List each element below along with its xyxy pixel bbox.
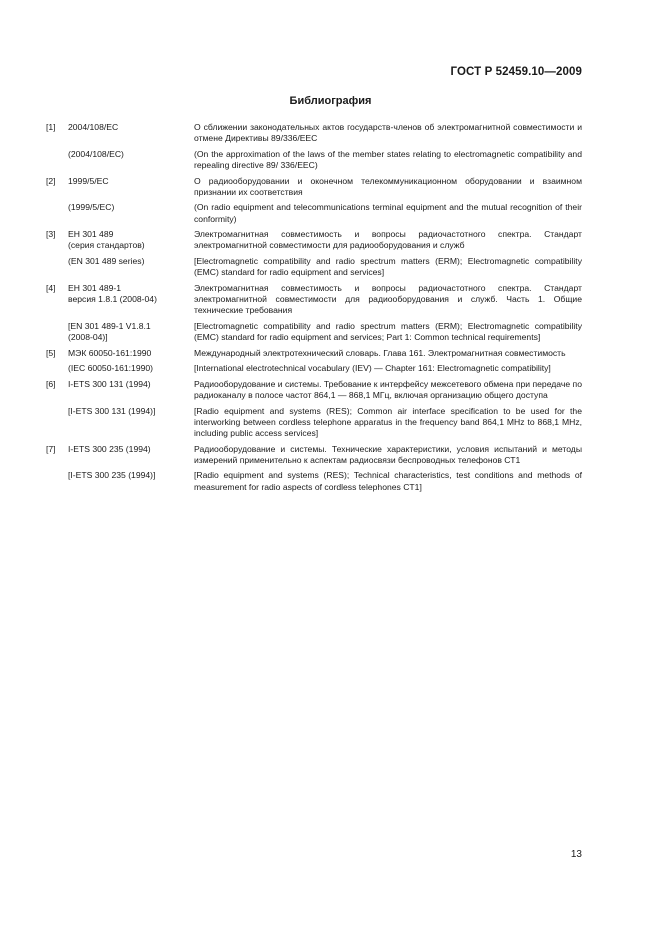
bibliography-list [46,122,582,498]
entry-description: [Radio equipment and systems (RES); Common air interface specification to be used for the interworking between cordless telephone apparatus in the frequency band 864,1 MHz to 868,1 MHz, including public access services] [194,405,582,438]
entry-reference: ЕН 301 489-1 версия 1.8.1 (2008-04) [68,282,157,304]
entry-reference: [EN 301 489-1 V1.8.1 (2008-04)] [68,320,151,342]
bibliography-entry [46,176,582,198]
bibliography-entry [46,122,582,144]
bibliography-entry-original [46,321,582,343]
entry-reference: 1999/5/EC [68,175,109,186]
entry-description: О сближении законодательных актов государств-членов об электромагнитной совместимости и отмене Директивы 89/336/EEC [194,122,582,144]
entry-number: [2] [46,175,56,186]
entry-reference: [I-ETS 300 131 (1994)] [68,405,156,416]
entry-number: [3] [46,229,56,240]
bibliography-entry-original [46,256,582,278]
entry-description: Радиооборудование и системы. Технические характеристики, условия испытаний и методы измерений применительно к аспектам радиосвязи беспроводных телефонов СТ1 [194,443,582,465]
entry-reference: I-ETS 300 131 (1994) [68,378,151,389]
entry-description: [Electromagnetic compatibility and radio spectrum matters (ERM); Electromagnetic compatibility (EMC) standard for radio equipment and services; Part 1: Common technical requirements] [194,320,582,342]
bibliography-entry-original [46,363,582,374]
page-number: 13 [570,849,582,860]
standard-code: ГОСТ Р 52459.10—2009 [450,66,582,78]
entry-description: (On the approximation of the laws of the member states relating to electromagnetic compatibility and repealing directive 89/ 336/EEC) [194,148,582,170]
entry-reference: (EN 301 489 series) [68,255,145,266]
entry-description: О радиооборудовании и оконечном телекоммуникационном оборудовании и взаимном признании их соответствия [194,175,582,197]
entry-reference: [I-ETS 300 235 (1994)] [68,470,156,481]
entry-reference: (2004/108/EC) [68,148,124,159]
entry-description: Электромагнитная совместимость и вопросы радиочастотного спектра. Стандарт электромагнитной совместимости для радиооборудования и служб [194,229,582,251]
entry-description: (On radio equipment and telecommunications terminal equipment and the mutual recognition of their conformity) [194,202,582,224]
bibliography-entry [46,379,582,401]
bibliography-entry-original [46,202,582,224]
bibliography-entry-original [46,470,582,492]
bibliography-entry [46,348,582,359]
entry-description: Радиооборудование и системы. Требование к интерфейсу межсетевого обмена при передаче по радиоканалу в полосе частот 864,1 — 868,1 МГц, включая организацию общего доступа [194,378,582,400]
entry-number: [7] [46,443,56,454]
entry-reference: ЕН 301 489 (серия стандартов) [68,229,145,251]
bibliography-entry-original [46,149,582,171]
entry-description: [Radio equipment and systems (RES); Technical characteristics, test conditions and methods of measurement for radio aspects of cordless telephones CT1] [194,470,582,492]
entry-reference: (1999/5/EC) [68,202,115,213]
entry-description: Электромагнитная совместимость и вопросы радиочастотного спектра. Стандарт электромагнитной совместимости для радиооборудования и служб. Часть 1. Общие технические требования [194,282,582,316]
bibliography-entry [46,229,582,251]
entry-reference: МЭК 60050-161:1990 [68,347,152,358]
entry-reference: I-ETS 300 235 (1994) [68,443,151,454]
entry-number: [5] [46,347,56,358]
entry-number: [6] [46,378,56,389]
bibliography-entry [46,283,582,317]
entry-number: [4] [46,282,56,293]
entry-reference: (IEC 60050-161:1990) [68,363,154,374]
entry-number: [1] [46,122,56,132]
entry-description: [International electrotechnical vocabulary (IEV) — Chapter 161: Electromagnetic compatibility] [194,363,551,374]
bibliography-entry-original [46,406,582,440]
page-title: Библиография [289,95,372,107]
entry-description: [Electromagnetic compatibility and radio spectrum matters (ERM); Electromagnetic compatibility (EMC) standard for radio equipment and services] [194,255,582,278]
bibliography-entry [46,444,582,466]
entry-description: Международный электротехнический словарь. Глава 161. Электромагнитная совместимость [194,347,566,358]
entry-reference: 2004/108/EC [68,122,119,132]
